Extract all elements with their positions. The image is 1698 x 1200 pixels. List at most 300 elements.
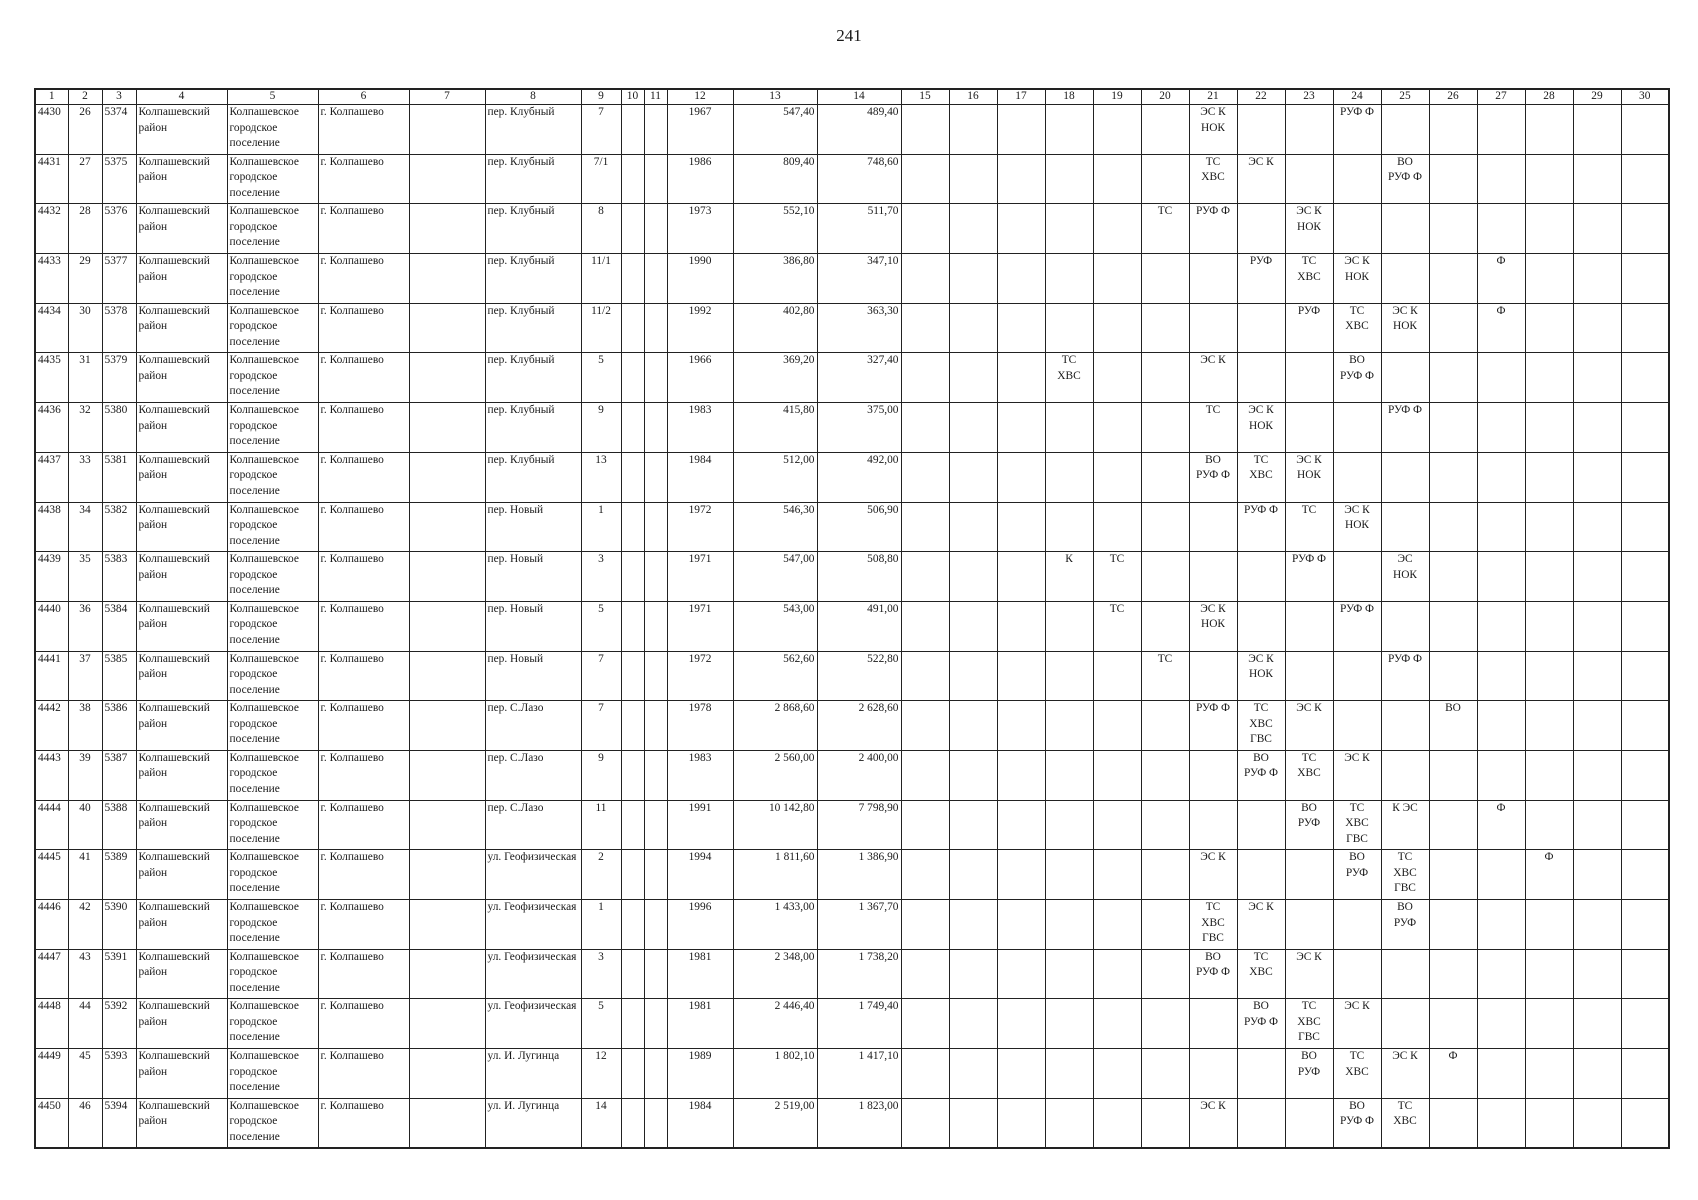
col11-cell (644, 949, 667, 999)
work-code-cell-16 (949, 800, 997, 850)
work-code-cell-22: ЭС К (1237, 900, 1285, 950)
sub-number-cell: 39 (68, 750, 102, 800)
work-code-cell-18 (1045, 452, 1093, 502)
work-code-cell-29 (1573, 105, 1621, 155)
col10-cell (621, 353, 644, 403)
col11-cell (644, 850, 667, 900)
id-cell: 5385 (102, 651, 136, 701)
work-code-cell-28 (1525, 452, 1573, 502)
street-cell: пер. Новый (485, 601, 581, 651)
work-code-cell-17 (997, 949, 1045, 999)
work-code-cell-16 (949, 154, 997, 204)
col11-cell (644, 403, 667, 453)
col10-cell (621, 254, 644, 304)
work-code-cell-16 (949, 204, 997, 254)
work-code-cell-25 (1381, 999, 1429, 1049)
street-cell: пер. С.Лазо (485, 800, 581, 850)
column-header-27: 27 (1477, 89, 1525, 105)
id-cell: 5374 (102, 105, 136, 155)
col11-cell (644, 800, 667, 850)
work-code-cell-24 (1333, 900, 1381, 950)
work-code-cell-23: ЭС К НОК (1285, 452, 1333, 502)
living-area-cell: 506,90 (817, 502, 901, 552)
street-cell: пер. Клубный (485, 105, 581, 155)
sub-number-cell: 34 (68, 502, 102, 552)
total-area-cell: 2 560,00 (733, 750, 817, 800)
work-code-cell-20 (1141, 601, 1189, 651)
column-number-header-row (35, 89, 1669, 105)
locality-cell: г. Колпашево (318, 1049, 409, 1099)
work-code-cell-16 (949, 552, 997, 602)
work-code-cell-22 (1237, 850, 1285, 900)
col7-cell (409, 552, 485, 602)
work-code-cell-24: РУФ Ф (1333, 105, 1381, 155)
sub-number-cell: 41 (68, 850, 102, 900)
settlement-cell: Колпашевское городское поселение (227, 154, 318, 204)
work-code-cell-24: ВО РУФ Ф (1333, 1098, 1381, 1148)
col10-cell (621, 1049, 644, 1099)
row-number-cell: 4450 (35, 1098, 68, 1148)
work-code-cell-17 (997, 204, 1045, 254)
column-header-2: 2 (68, 89, 102, 105)
work-code-cell-28 (1525, 949, 1573, 999)
col10-cell (621, 999, 644, 1049)
work-code-cell-27 (1477, 452, 1525, 502)
col10-cell (621, 502, 644, 552)
work-code-cell-25 (1381, 452, 1429, 502)
col7-cell (409, 254, 485, 304)
work-code-cell-22 (1237, 204, 1285, 254)
house-number-cell: 11/2 (581, 303, 621, 353)
work-code-cell-25: РУФ Ф (1381, 651, 1429, 701)
work-code-cell-27 (1477, 353, 1525, 403)
work-code-cell-17 (997, 452, 1045, 502)
col11-cell (644, 204, 667, 254)
work-code-cell-20 (1141, 353, 1189, 403)
work-code-cell-28 (1525, 502, 1573, 552)
work-code-cell-24 (1333, 452, 1381, 502)
work-code-cell-30 (1621, 353, 1669, 403)
work-code-cell-27 (1477, 949, 1525, 999)
total-area-cell: 415,80 (733, 403, 817, 453)
col10-cell (621, 949, 644, 999)
work-code-cell-15 (901, 800, 949, 850)
settlement-cell: Колпашевское городское поселение (227, 750, 318, 800)
work-code-cell-19 (1093, 949, 1141, 999)
work-code-cell-19 (1093, 999, 1141, 1049)
work-code-cell-15 (901, 403, 949, 453)
street-cell: ул. Геофизическая (485, 949, 581, 999)
work-code-cell-21: ВО РУФ Ф (1189, 949, 1237, 999)
work-code-cell-16 (949, 750, 997, 800)
work-code-cell-17 (997, 800, 1045, 850)
work-code-cell-29 (1573, 403, 1621, 453)
sub-number-cell: 26 (68, 105, 102, 155)
work-code-cell-20 (1141, 900, 1189, 950)
sub-number-cell: 44 (68, 999, 102, 1049)
col7-cell (409, 1098, 485, 1148)
work-code-cell-17 (997, 403, 1045, 453)
work-code-cell-29 (1573, 949, 1621, 999)
work-code-cell-30 (1621, 601, 1669, 651)
house-number-cell: 9 (581, 750, 621, 800)
id-cell: 5377 (102, 254, 136, 304)
work-code-cell-28 (1525, 701, 1573, 751)
row-number-cell: 4431 (35, 154, 68, 204)
work-code-cell-23: РУФ Ф (1285, 552, 1333, 602)
settlement-cell: Колпашевское городское поселение (227, 800, 318, 850)
district-cell: Колпашевский район (136, 154, 227, 204)
work-code-cell-23: ТС ХВС (1285, 750, 1333, 800)
work-code-cell-27 (1477, 552, 1525, 602)
work-code-cell-28: Ф (1525, 850, 1573, 900)
work-code-cell-16 (949, 900, 997, 950)
work-code-cell-18 (1045, 800, 1093, 850)
year-cell: 1989 (667, 1049, 733, 1099)
work-code-cell-20 (1141, 949, 1189, 999)
work-code-cell-28 (1525, 552, 1573, 602)
total-area-cell: 2 519,00 (733, 1098, 817, 1148)
work-code-cell-29 (1573, 850, 1621, 900)
total-area-cell: 2 868,60 (733, 701, 817, 751)
district-cell: Колпашевский район (136, 204, 227, 254)
work-code-cell-19: ТС (1093, 601, 1141, 651)
col10-cell (621, 105, 644, 155)
work-code-cell-20 (1141, 452, 1189, 502)
page-number: 241 (836, 26, 862, 45)
work-code-cell-26 (1429, 353, 1477, 403)
work-code-cell-26 (1429, 999, 1477, 1049)
district-cell: Колпашевский район (136, 900, 227, 950)
work-code-cell-16 (949, 601, 997, 651)
living-area-cell: 1 367,70 (817, 900, 901, 950)
work-code-cell-17 (997, 154, 1045, 204)
house-number-cell: 3 (581, 949, 621, 999)
sub-number-cell: 45 (68, 1049, 102, 1099)
row-number-cell: 4447 (35, 949, 68, 999)
col10-cell (621, 750, 644, 800)
work-code-cell-30 (1621, 1049, 1669, 1099)
work-code-cell-16 (949, 850, 997, 900)
street-cell: ул. И. Лугинца (485, 1098, 581, 1148)
row-number-cell: 4441 (35, 651, 68, 701)
work-code-cell-25 (1381, 204, 1429, 254)
column-header-29: 29 (1573, 89, 1621, 105)
settlement-cell: Колпашевское городское поселение (227, 204, 318, 254)
district-cell: Колпашевский район (136, 353, 227, 403)
id-cell: 5379 (102, 353, 136, 403)
work-code-cell-16 (949, 254, 997, 304)
row-number-cell: 4438 (35, 502, 68, 552)
settlement-cell: Колпашевское городское поселение (227, 900, 318, 950)
work-code-cell-24: ТС ХВС (1333, 1049, 1381, 1099)
work-code-cell-23 (1285, 601, 1333, 651)
work-code-cell-21 (1189, 750, 1237, 800)
col10-cell (621, 154, 644, 204)
locality-cell: г. Колпашево (318, 552, 409, 602)
district-cell: Колпашевский район (136, 254, 227, 304)
house-number-cell: 2 (581, 850, 621, 900)
col7-cell (409, 204, 485, 254)
work-code-cell-26 (1429, 800, 1477, 850)
work-code-cell-30 (1621, 552, 1669, 602)
work-code-cell-15 (901, 204, 949, 254)
col7-cell (409, 452, 485, 502)
year-cell: 1967 (667, 105, 733, 155)
work-code-cell-16 (949, 1098, 997, 1148)
col7-cell (409, 502, 485, 552)
total-area-cell: 386,80 (733, 254, 817, 304)
work-code-cell-25 (1381, 601, 1429, 651)
work-code-cell-20 (1141, 254, 1189, 304)
work-code-cell-28 (1525, 900, 1573, 950)
work-code-cell-26 (1429, 900, 1477, 950)
column-header-19: 19 (1093, 89, 1141, 105)
work-code-cell-21 (1189, 552, 1237, 602)
work-code-cell-15 (901, 502, 949, 552)
work-code-cell-25: ТС ХВС ГВС (1381, 850, 1429, 900)
work-code-cell-23: ТС ХВС (1285, 254, 1333, 304)
column-header-13: 13 (733, 89, 817, 105)
work-code-cell-17 (997, 850, 1045, 900)
work-code-cell-30 (1621, 105, 1669, 155)
work-code-cell-16 (949, 651, 997, 701)
work-code-cell-22: ВО РУФ Ф (1237, 999, 1285, 1049)
work-code-cell-16 (949, 403, 997, 453)
work-code-cell-26 (1429, 303, 1477, 353)
work-code-cell-29 (1573, 254, 1621, 304)
work-code-cell-17 (997, 651, 1045, 701)
work-code-cell-29 (1573, 999, 1621, 1049)
work-code-cell-21 (1189, 651, 1237, 701)
work-code-cell-30 (1621, 154, 1669, 204)
work-code-cell-18 (1045, 303, 1093, 353)
work-code-cell-21 (1189, 999, 1237, 1049)
district-cell: Колпашевский район (136, 403, 227, 453)
living-area-cell: 492,00 (817, 452, 901, 502)
sub-number-cell: 36 (68, 601, 102, 651)
work-code-cell-24: ЭС К (1333, 750, 1381, 800)
column-header-28: 28 (1525, 89, 1573, 105)
district-cell: Колпашевский район (136, 552, 227, 602)
house-number-cell: 3 (581, 552, 621, 602)
work-code-cell-30 (1621, 701, 1669, 751)
col11-cell (644, 154, 667, 204)
settlement-cell: Колпашевское городское поселение (227, 949, 318, 999)
col7-cell (409, 999, 485, 1049)
work-code-cell-16 (949, 502, 997, 552)
work-code-cell-15 (901, 750, 949, 800)
column-header-23: 23 (1285, 89, 1333, 105)
table-row (35, 900, 1669, 950)
work-code-cell-26 (1429, 502, 1477, 552)
row-number-cell: 4430 (35, 105, 68, 155)
work-code-cell-15 (901, 949, 949, 999)
locality-cell: г. Колпашево (318, 303, 409, 353)
sub-number-cell: 38 (68, 701, 102, 751)
work-code-cell-25 (1381, 353, 1429, 403)
work-code-cell-23 (1285, 154, 1333, 204)
settlement-cell: Колпашевское городское поселение (227, 403, 318, 453)
street-cell: пер. Новый (485, 651, 581, 701)
district-cell: Колпашевский район (136, 1049, 227, 1099)
row-number-cell: 4437 (35, 452, 68, 502)
total-area-cell: 543,00 (733, 601, 817, 651)
total-area-cell: 369,20 (733, 353, 817, 403)
work-code-cell-22: ЭС К НОК (1237, 403, 1285, 453)
work-code-cell-15 (901, 105, 949, 155)
work-code-cell-19 (1093, 452, 1141, 502)
col11-cell (644, 1098, 667, 1148)
work-code-cell-16 (949, 303, 997, 353)
street-cell: пер. Клубный (485, 154, 581, 204)
year-cell: 1996 (667, 900, 733, 950)
work-code-cell-26 (1429, 1098, 1477, 1148)
col7-cell (409, 701, 485, 751)
work-code-cell-15 (901, 701, 949, 751)
work-code-cell-26 (1429, 651, 1477, 701)
work-code-cell-15 (901, 601, 949, 651)
column-header-22: 22 (1237, 89, 1285, 105)
year-cell: 1971 (667, 552, 733, 602)
work-code-cell-17 (997, 1049, 1045, 1099)
work-code-cell-25: К ЭС (1381, 800, 1429, 850)
work-code-cell-21: ЭС К НОК (1189, 601, 1237, 651)
work-code-cell-20 (1141, 701, 1189, 751)
work-code-cell-23 (1285, 651, 1333, 701)
work-code-cell-22: ЭС К (1237, 154, 1285, 204)
locality-cell: г. Колпашево (318, 204, 409, 254)
total-area-cell: 562,60 (733, 651, 817, 701)
work-code-cell-21: ЭС К (1189, 1098, 1237, 1148)
work-code-cell-18 (1045, 850, 1093, 900)
work-code-cell-27: Ф (1477, 800, 1525, 850)
work-code-cell-29 (1573, 204, 1621, 254)
work-code-cell-21: ТС ХВС ГВС (1189, 900, 1237, 950)
work-code-cell-19 (1093, 105, 1141, 155)
total-area-cell: 1 811,60 (733, 850, 817, 900)
work-code-cell-16 (949, 949, 997, 999)
living-area-cell: 748,60 (817, 154, 901, 204)
work-code-cell-17 (997, 750, 1045, 800)
work-code-cell-19: ТС (1093, 552, 1141, 602)
work-code-cell-18: ТС ХВС (1045, 353, 1093, 403)
work-code-cell-25: ВО РУФ (1381, 900, 1429, 950)
work-code-cell-18 (1045, 154, 1093, 204)
work-code-cell-15 (901, 1049, 949, 1099)
row-number-cell: 4445 (35, 850, 68, 900)
table-body (35, 105, 1669, 1148)
work-code-cell-16 (949, 1049, 997, 1099)
col10-cell (621, 850, 644, 900)
house-number-cell: 5 (581, 601, 621, 651)
work-code-cell-20 (1141, 999, 1189, 1049)
work-code-cell-19 (1093, 1098, 1141, 1148)
work-code-cell-25 (1381, 701, 1429, 751)
work-code-cell-24: ТС ХВС ГВС (1333, 800, 1381, 850)
locality-cell: г. Колпашево (318, 949, 409, 999)
work-code-cell-18 (1045, 949, 1093, 999)
col7-cell (409, 651, 485, 701)
street-cell: пер. Клубный (485, 254, 581, 304)
work-code-cell-26 (1429, 850, 1477, 900)
district-cell: Колпашевский район (136, 750, 227, 800)
work-code-cell-24: ЭС К НОК (1333, 254, 1381, 304)
work-code-cell-28 (1525, 800, 1573, 850)
work-code-cell-27 (1477, 999, 1525, 1049)
work-code-cell-24 (1333, 701, 1381, 751)
sub-number-cell: 40 (68, 800, 102, 850)
settlement-cell: Колпашевское городское поселение (227, 601, 318, 651)
work-code-cell-25: РУФ Ф (1381, 403, 1429, 453)
work-code-cell-27: Ф (1477, 303, 1525, 353)
house-number-cell: 11/1 (581, 254, 621, 304)
table-row (35, 254, 1669, 304)
work-code-cell-27 (1477, 1098, 1525, 1148)
living-area-cell: 1 749,40 (817, 999, 901, 1049)
street-cell: пер. Новый (485, 502, 581, 552)
work-code-cell-17 (997, 303, 1045, 353)
col7-cell (409, 900, 485, 950)
work-code-cell-25 (1381, 502, 1429, 552)
work-code-cell-19 (1093, 800, 1141, 850)
work-code-cell-15 (901, 303, 949, 353)
row-number-cell: 4443 (35, 750, 68, 800)
living-area-cell: 489,40 (817, 105, 901, 155)
work-code-cell-22 (1237, 303, 1285, 353)
work-code-cell-15 (901, 850, 949, 900)
work-code-cell-24 (1333, 651, 1381, 701)
work-code-cell-27 (1477, 900, 1525, 950)
work-code-cell-28 (1525, 601, 1573, 651)
street-cell: ул. Геофизическая (485, 850, 581, 900)
total-area-cell: 512,00 (733, 452, 817, 502)
work-code-cell-17 (997, 701, 1045, 751)
table-row (35, 403, 1669, 453)
work-code-cell-15 (901, 552, 949, 602)
sub-number-cell: 35 (68, 552, 102, 602)
living-area-cell: 511,70 (817, 204, 901, 254)
column-header-17: 17 (997, 89, 1045, 105)
work-code-cell-23: ВО РУФ (1285, 800, 1333, 850)
work-code-cell-25 (1381, 949, 1429, 999)
work-code-cell-23: ЭС К (1285, 701, 1333, 751)
work-code-cell-21: РУФ Ф (1189, 701, 1237, 751)
work-code-cell-17 (997, 254, 1045, 304)
work-code-cell-26 (1429, 154, 1477, 204)
work-code-cell-17 (997, 900, 1045, 950)
col10-cell (621, 900, 644, 950)
work-code-cell-30 (1621, 651, 1669, 701)
house-number-cell: 1 (581, 502, 621, 552)
living-area-cell: 375,00 (817, 403, 901, 453)
settlement-cell: Колпашевское городское поселение (227, 651, 318, 701)
work-code-cell-21: ЭС К (1189, 850, 1237, 900)
work-code-cell-26 (1429, 750, 1477, 800)
row-number-cell: 4442 (35, 701, 68, 751)
sub-number-cell: 32 (68, 403, 102, 453)
column-header-24: 24 (1333, 89, 1381, 105)
locality-cell: г. Колпашево (318, 601, 409, 651)
col7-cell (409, 949, 485, 999)
work-code-cell-18 (1045, 900, 1093, 950)
table-row (35, 999, 1669, 1049)
work-code-cell-30 (1621, 303, 1669, 353)
work-code-cell-18: К (1045, 552, 1093, 602)
work-code-cell-29 (1573, 651, 1621, 701)
work-code-cell-17 (997, 502, 1045, 552)
house-number-cell: 1 (581, 900, 621, 950)
